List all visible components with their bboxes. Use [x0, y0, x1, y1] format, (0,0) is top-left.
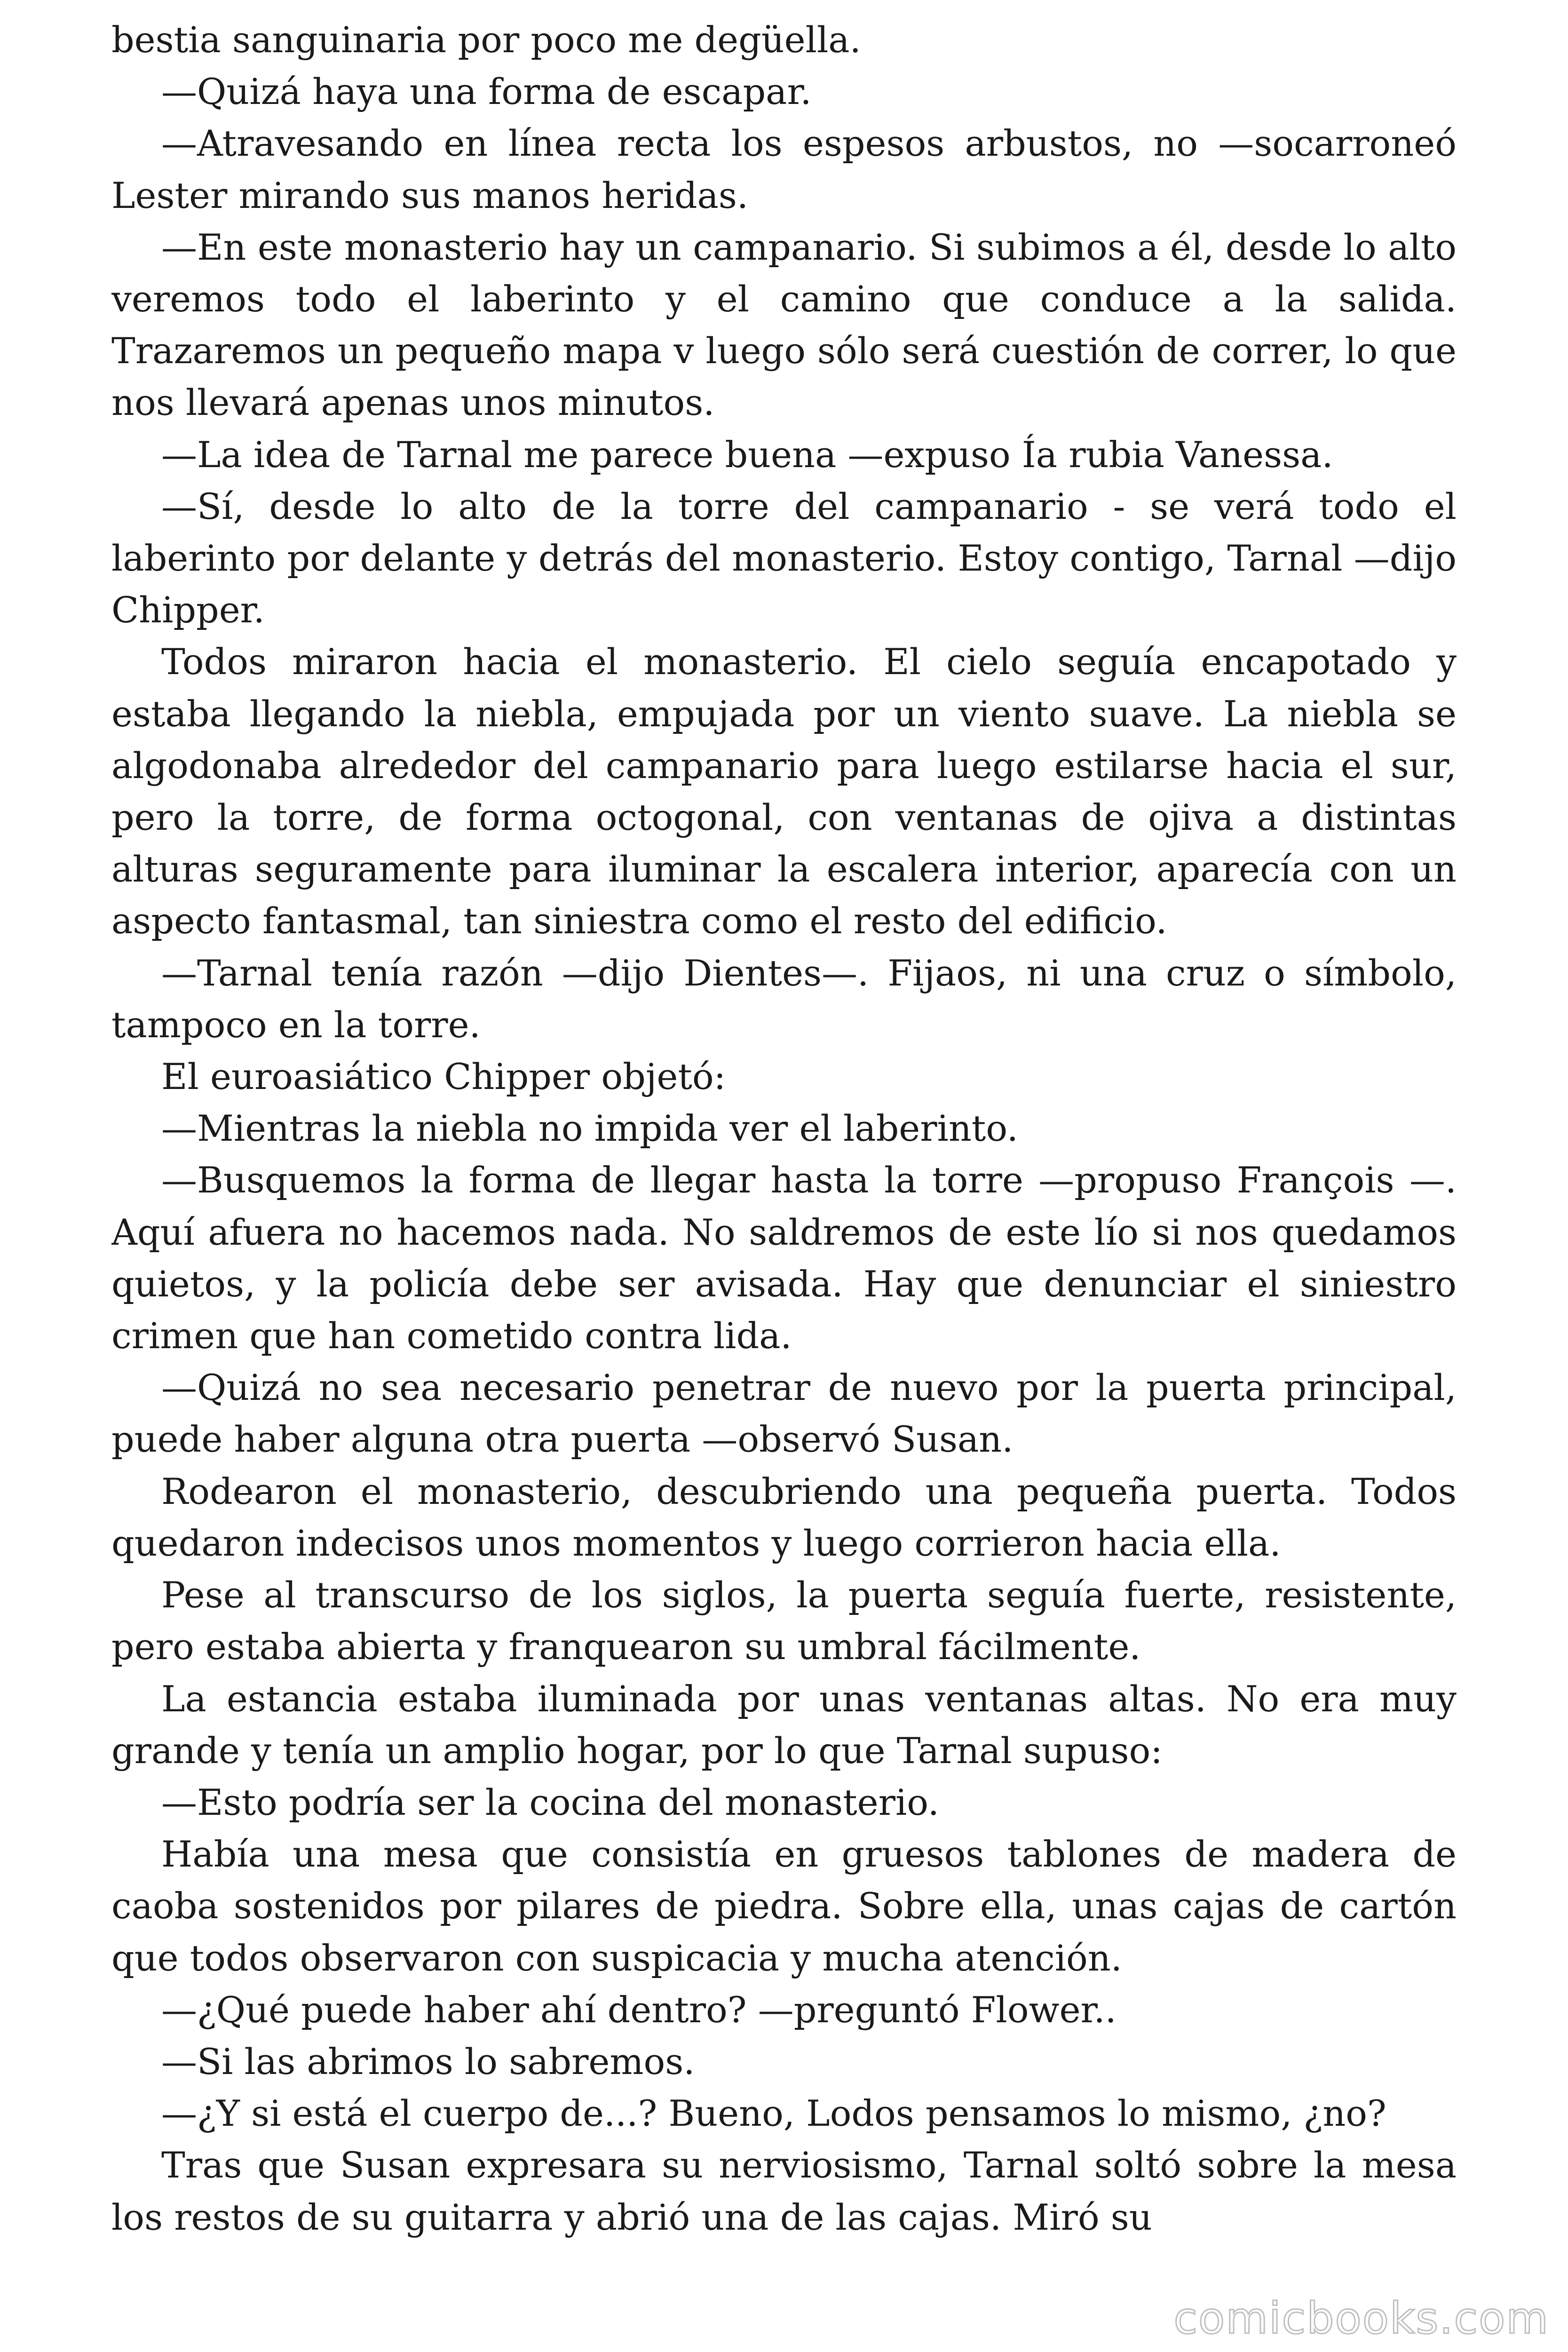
paragraph: —Tarnal tenía razón —dijo Dientes—. Fijaos, ni una cruz o símbolo, tampoco en la torre. — [111, 952, 1457, 1046]
page-body-text — [111, 14, 1457, 2243]
book-page — [111, 14, 1457, 2338]
watermark-text: comicbooks.com — [1173, 2293, 1549, 2344]
paragraph: —Sí, desde lo alto de la torre del campanario - se verá todo el laberinto por delante y detrás del monasterio. Estoy contigo, Tarnal —dijo Chipper. — [111, 485, 1457, 631]
paragraph: —En este monasterio hay un campanario. Si subimos a él, desde lo alto veremos todo el laberinto y el camino que conduce a la salida. Trazaremos un pequeño mapa v luego sólo será cuestión de correr, lo que nos llevará apenas unos minutos. — [111, 226, 1457, 424]
paragraph: Todos miraron hacia el monasterio. El cielo seguía encapotado y estaba llegando la niebla, empujada por un viento suave. La niebla se algodonaba alrededor del campanario para luego estilarse hacia el sur, pero la torre, de forma octogonal, con ventanas de ojiva a distintas alturas seguramente para iluminar la escalera interior, aparecía con un aspecto fantasmal, tan siniestra como el resto del edificio. — [111, 641, 1457, 942]
paragraph: —Esto podría ser la cocina del monasterio. — [161, 1781, 939, 1823]
paragraph: Había una mesa que consistía en gruesos tablones de madera de caoba sostenidos por pilares de piedra. Sobre ella, unas cajas de cartón que todos observaron con suspicacia y mucha atención. — [111, 1833, 1457, 1979]
paragraph: Pese al transcurso de los siglos, la puerta seguía fuerte, resistente, pero estaba abierta y franquearon su umbral fácilmente. — [111, 1574, 1457, 1668]
paragraph: Tras que Susan expresara su nerviosismo, Tarnal soltó sobre la mesa los restos de su guitarra y abrió una de las cajas. Miró su — [111, 2144, 1457, 2238]
paragraph: —Atravesando en línea recta los espesos arbustos, no —socarroneó Lester mirando sus manos heridas. — [111, 122, 1457, 216]
paragraph: —Quizá no sea necesario penetrar de nuevo por la puerta principal, puede haber alguna otra puerta —observó Susan. — [111, 1367, 1457, 1461]
paragraph: El euroasiático Chipper objetó: — [161, 1056, 726, 1098]
paragraph: —¿Y si está el cuerpo de...? Bueno, Lodos pensamos lo mismo, ¿no? — [161, 2092, 1386, 2135]
paragraph: —La idea de Tarnal me parece buena —expuso Ía rubia Vanessa. — [161, 433, 1333, 476]
paragraph: Rodearon el monasterio, descubriendo una pequeña puerta. Todos quedaron indecisos unos momentos y luego corrieron hacia ella. — [111, 1470, 1457, 1564]
paragraph: —Busquemos la forma de llegar hasta la torre —propuso François —. Aquí afuera no hacemos nada. No saldremos de este lío si nos quedamos quietos, y la policía debe ser avisada. Hay que denunciar el siniestro crimen que han cometido contra lida. — [111, 1159, 1457, 1357]
paragraph: bestia sanguinaria por poco me degüella. — [111, 19, 861, 61]
paragraph: —Quizá haya una forma de escapar. — [161, 71, 812, 113]
paragraph: La estancia estaba iluminada por unas ventanas altas. No era muy grande y tenía un amplio hogar, por lo que Tarnal supuso: — [111, 1677, 1457, 1772]
paragraph: —Mientras la niebla no impida ver el laberinto. — [161, 1107, 1018, 1150]
paragraph: —Si las abrimos lo sabremos. — [161, 2040, 695, 2082]
paragraph: —¿Qué puede haber ahí dentro? —preguntó Flower.. — [161, 1988, 1117, 2031]
